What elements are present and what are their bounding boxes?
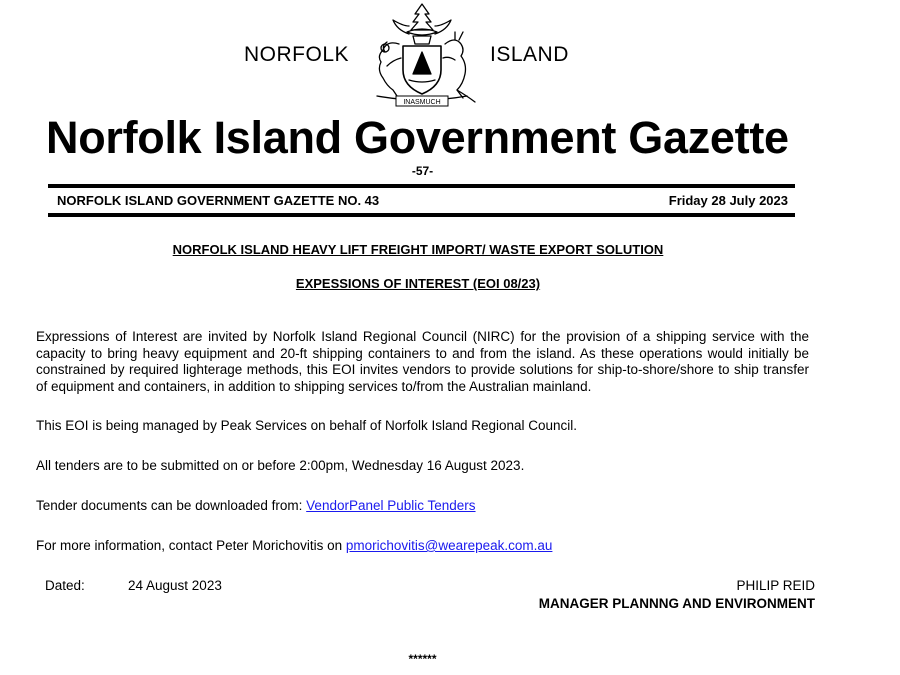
notice-paragraph-contact [36,538,809,555]
contact-prefix: For more information, contact Peter Morichovitis on [36,538,346,553]
vendorpanel-tenders-link[interactable]: VendorPanel Public Tenders [306,498,476,513]
header-rule-bottom [48,213,795,217]
end-marker: ****** [408,652,437,666]
notice-subtitle: EXPESSIONS OF INTEREST (EOI 08/23) [295,276,541,291]
coat-of-arms-logo [363,0,481,108]
notice-paragraph-documents [36,498,809,515]
page-number: -57- [411,164,434,178]
notice-paragraph-management: This EOI is being managed by Peak Services on behalf of Norfolk Island Regional Council. [36,418,578,433]
gazette-title: Norfolk Island Government Gazette [46,112,789,163]
masthead-left-word: NORFOLK [244,43,350,66]
masthead-right-word: ISLAND [490,43,569,66]
notice-paragraph-invitation: Expressions of Interest are invited by Norfolk Island Regional Council (NIRC) for the provision of a shipping service with the capacity to bring heavy equipment and 20-ft shipping containers to and from the island. As these operations would initially be constrained by required lighterage methods, this EOI invites vendors to provide solutions for ship-to-shore/shore to ship transfer of equipment and containers, in addition to shipping services to/from the Australian mainland. [36,329,809,394]
issue-label: NORFOLK ISLAND GOVERNMENT GAZETTE NO. 43 [57,193,380,208]
dated-label: Dated: [45,578,85,593]
contact-email-link[interactable]: pmorichovitis@wearepeak.com.au [345,538,553,553]
signatory-name: PHILIP REID [736,578,815,593]
notice-paragraph-deadline: All tenders are to be submitted on or before 2:00pm, Wednesday 16 August 2023. [36,458,525,473]
crest-motto: INASMUCH [403,99,441,106]
issue-date: Friday 28 July 2023 [668,193,788,208]
signatory-title: MANAGER PLANNNG AND ENVIRONMENT [538,596,815,611]
dated-value: 24 August 2023 [128,578,222,593]
notice-title: NORFOLK ISLAND HEAVY LIFT FREIGHT IMPORT/ WASTE EXPORT SOLUTION [172,242,664,257]
documents-prefix: Tender documents can be downloaded from: [36,498,307,513]
header-rule-top [48,184,795,188]
